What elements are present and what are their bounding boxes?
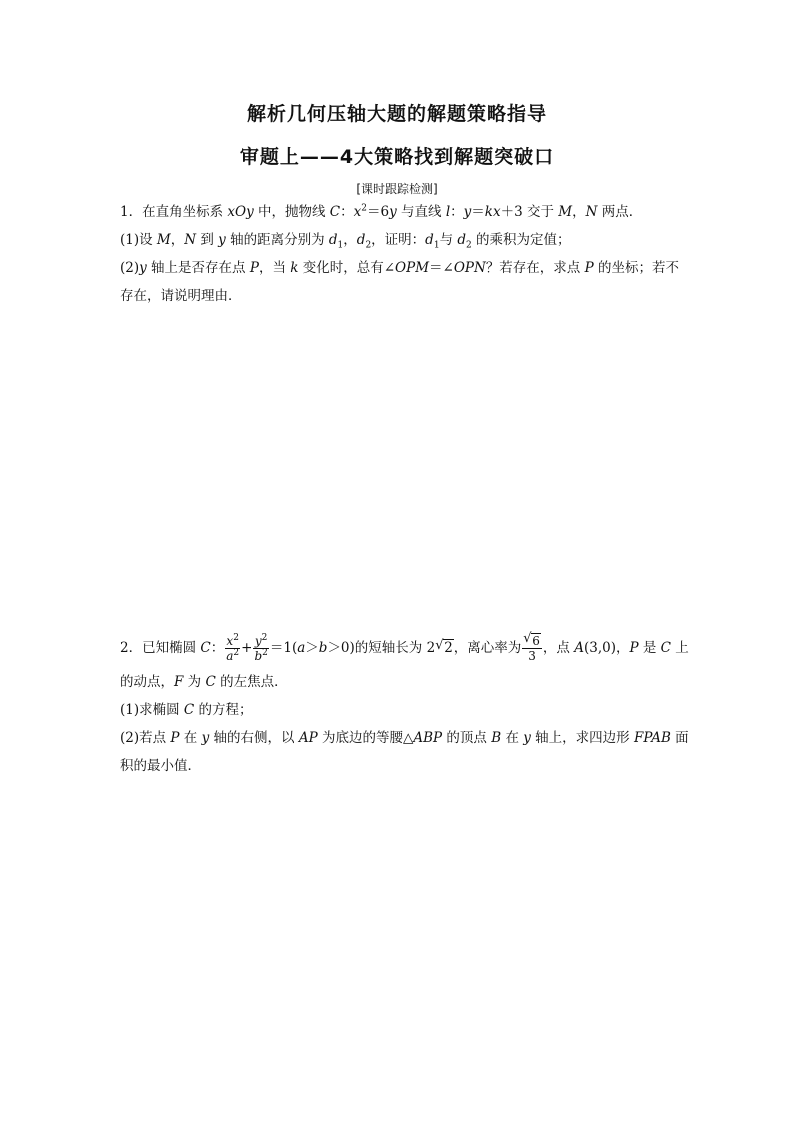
problem-1-part-1: (1)设 M，N 到 y 轴的距离分别为 $d_1$，$d_2$，证明：$d_1$与 $d_2$ 的乘积为定值； bbox=[120, 232, 571, 251]
fraction-y2-over-b2: $\frac{y^2}{b^2}$ bbox=[254, 633, 268, 663]
problem-1-part-2-continued: 存在，请说明理由． bbox=[120, 288, 242, 304]
problem-1-part-2: (2)y 轴上是否存在点 P，当 k 变化时，总有∠OPM＝∠OPN？若存在，求点 P 的坐标；若不 bbox=[120, 260, 679, 276]
problem-2-part-1: (1)求椭圆 C 的方程； bbox=[120, 702, 253, 718]
section-tag: [课时跟踪检测] bbox=[356, 182, 438, 196]
square-root-2: √ 2 bbox=[435, 638, 453, 656]
problem-2-statement-continued: 的动点，F 为 C 的左焦点． bbox=[120, 674, 288, 690]
fraction-x2-over-a2: $\frac{x^2}{a^2}$ bbox=[226, 633, 240, 663]
problem-2-part-2: (2)若点 P 在 y 轴的右侧，以 AP 为底边的等腰△ABP 的顶点 B 在 y 轴上，求四边形 FPAB 面 bbox=[120, 730, 689, 746]
problem-2-part-2-continued: 积的最小值． bbox=[120, 758, 201, 774]
page-subtitle: 审题上——4大策略找到解题突破口 bbox=[239, 146, 555, 168]
problem-1-statement: 1．在直角坐标系 xOy 中，抛物线 C：$x^2=6y$ 与直线 l：y＝kx＋3 交于 M，N 两点． bbox=[120, 203, 643, 220]
problem-2-statement: 2．已知椭圆 C： $\frac{x^2}{a^2}$ + $\frac{y^2}{b^2}$ ＝1(a＞b＞0)的短轴长为 2 √ 2，离心率为 √ 6 3 ，点 A(3,0)，P 是 C 上 bbox=[120, 631, 689, 663]
page-title: 解析几何压轴大题的解题策略指导 bbox=[246, 103, 547, 125]
fraction-sqrt6-over-3: √ 6 3 bbox=[523, 631, 540, 663]
